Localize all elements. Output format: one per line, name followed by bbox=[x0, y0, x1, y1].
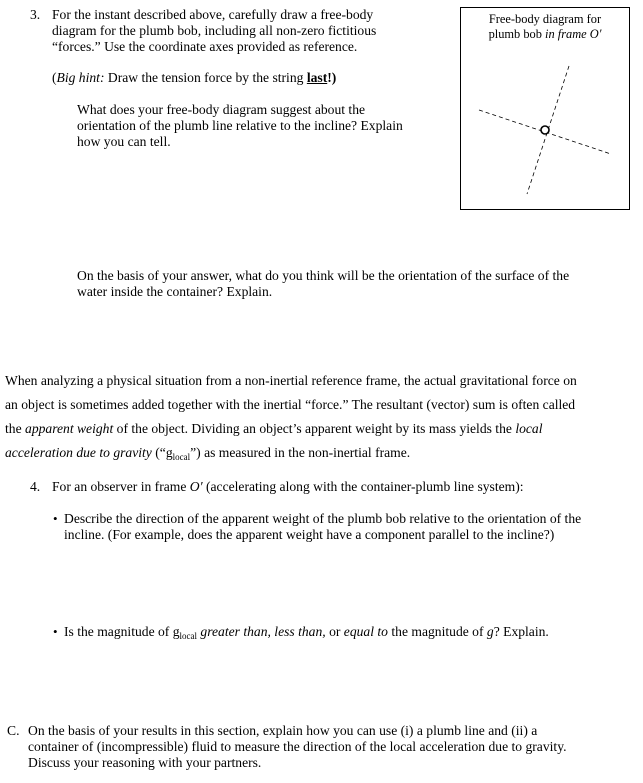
big-hint-label: Big hint: bbox=[56, 70, 105, 85]
water-line-1: On the basis of your answer, what do you think will be the orientation of the surface of the bbox=[77, 268, 570, 283]
fbd-title-line-2: plumb bob in frame O′ bbox=[488, 27, 602, 41]
followup-line-1: What does your free-body diagram suggest about the bbox=[77, 102, 366, 117]
question-c-line-1: On the basis of your results in this section, explain how you can use (i) a plumb line and (ii) a bbox=[28, 723, 538, 738]
bullet-1-line-2: incline. (For example, does the apparent weight have a component parallel to the incline?) bbox=[64, 527, 555, 542]
water-line-2: water inside the container? Explain. bbox=[77, 284, 273, 299]
question-4-text: For an observer in frame O′ (accelerating along with the container-plumb line system): bbox=[52, 479, 524, 494]
fbd-axes[interactable] bbox=[461, 8, 631, 211]
question-c-letter: C. bbox=[7, 723, 20, 738]
followup-line-2: orientation of the plumb line relative to the incline? Explain bbox=[77, 118, 403, 133]
question-3-number: 3. bbox=[30, 7, 41, 22]
free-body-diagram-box bbox=[460, 7, 630, 210]
question-3-line-2: diagram for the plumb bob, including all non-zero fictitious bbox=[52, 23, 377, 38]
followup-line-3: how you can tell. bbox=[77, 134, 171, 149]
big-hint: (Big hint: Draw the tension force by the string last!) bbox=[52, 70, 337, 85]
question-3-line-1: For the instant described above, carefully draw a free-body bbox=[52, 7, 374, 22]
question-3-followup bbox=[77, 102, 457, 150]
question-c-line-2: container of (incompressible) fluid to measure the direction of the local acceleration due to gravity. bbox=[28, 739, 567, 754]
question-4-bullet-1 bbox=[64, 511, 629, 543]
question-4-bullet-2: Is the magnitude of $g_{local}$ greater than, less than, or equal to the magnitude of g? Explain. bbox=[64, 624, 549, 641]
intro-line-3: the apparent weight of the object. Dividing an object’s apparent weight by its mass yields the local bbox=[5, 421, 543, 436]
intro-line-4: acceleration due to gravity $(“g_{local}”)$ as measured in the non-inertial frame. bbox=[5, 445, 411, 462]
big-hint-last: last bbox=[306, 70, 328, 85]
bullet-2-marker: • bbox=[53, 624, 58, 639]
question-3-text bbox=[52, 7, 452, 55]
question-c-line-3: Discuss your reasoning with your partners. bbox=[28, 755, 262, 770]
intro-line-1: When analyzing a physical situation from a non-inertial reference frame, the actual gravitational force on bbox=[5, 373, 577, 388]
question-4-number: 4. bbox=[30, 479, 41, 494]
intro-line-2: an object is sometimes added together with the inertial “force.” The resultant (vector) sum is often called bbox=[5, 397, 576, 412]
bullet-1-line-1: Describe the direction of the apparent weight of the plumb bob relative to the orientation of the bbox=[64, 511, 582, 526]
bullet-1-marker: • bbox=[53, 511, 58, 526]
apparent-weight-intro bbox=[5, 369, 635, 466]
water-surface-question bbox=[77, 268, 622, 300]
question-c-text bbox=[28, 723, 628, 771]
fbd-title-line-1: Free-body diagram for bbox=[488, 12, 602, 26]
plumb-bob-dot bbox=[541, 126, 549, 134]
question-3-line-3: “forces.” Use the coordinate axes provided as reference. bbox=[52, 39, 358, 54]
